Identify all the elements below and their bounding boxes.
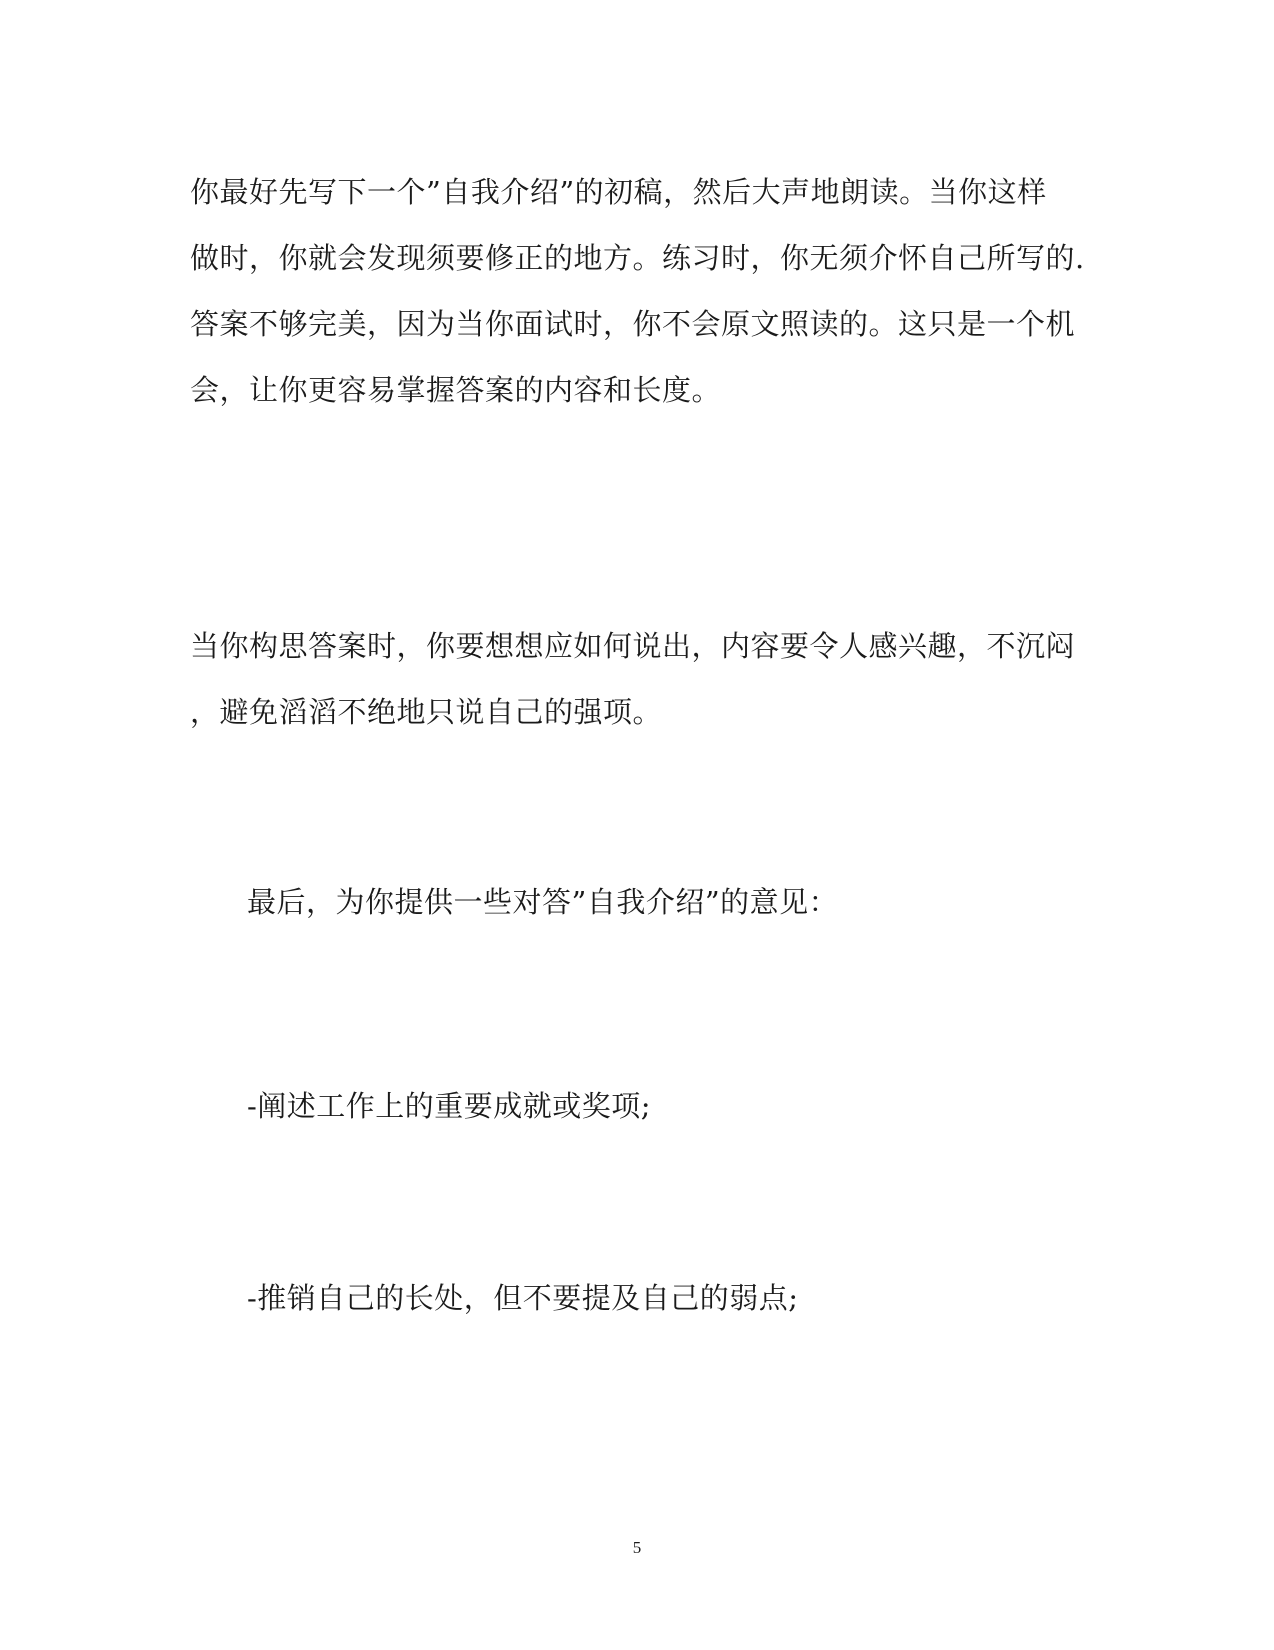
paragraph-3: 最后，为你提供一些对答”自我介绍”的意见： (247, 885, 839, 919)
tip-item-1: -阐述工作上的重要成就或奖项; (247, 1089, 652, 1123)
paragraph-2-line-2: ，避免滔滔不绝地只说自己的强项。 (190, 695, 663, 729)
tip-item-2: -推销自己的长处，但不要提及自己的弱点; (247, 1281, 799, 1315)
paragraph-1-line-1: 你最好先写下一个”自我介绍”的初稿，然后大声地朗读。当你这样 (190, 175, 1047, 209)
paragraph-2-line-1: 当你构思答案时，你要想想应如何说出，内容要令人感兴趣，不沉闷 (190, 629, 1076, 663)
paragraph-1-line-4: 会，让你更容易掌握答案的内容和长度。 (190, 373, 722, 407)
paragraph-1-line-3: 答案不够完美，因为当你面试时，你不会原文照读的。这只是一个机 (190, 307, 1076, 341)
page-number: 5 (632, 1538, 642, 1557)
paragraph-1-line-2: 做时，你就会发现须要修正的地方。练习时，你无须介怀自己所写的. (190, 241, 1085, 275)
